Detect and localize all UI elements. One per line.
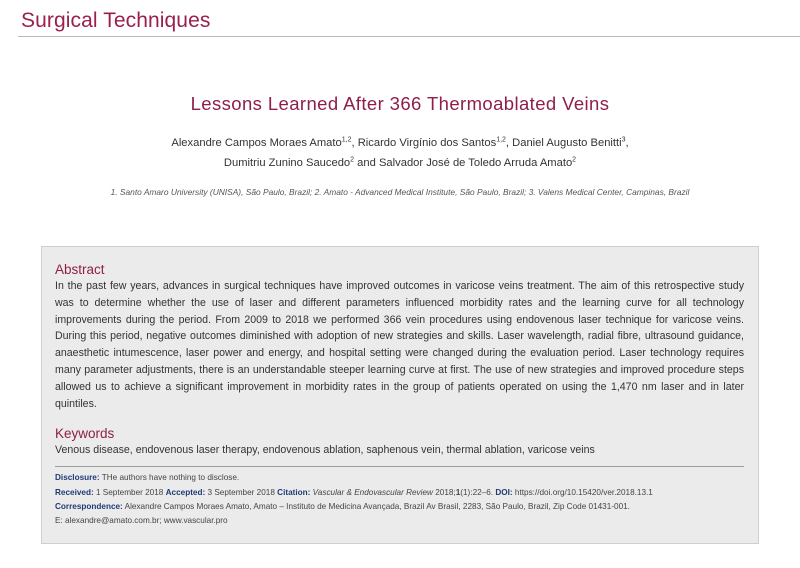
correspondence-line	[55, 500, 744, 514]
authors-line-1	[0, 133, 800, 153]
correspondence-text: Alexandre Campos Moraes Amato, Amato – Instituto de Medicina Avançada, Brazil Av Brasil, 2283, São Paulo, Brazil, Zip Code 01431-001.	[124, 501, 630, 511]
author-name: Alexandre Campos Moraes Amato	[171, 137, 342, 149]
author-sep: ,	[351, 137, 358, 149]
article-metadata	[55, 471, 744, 528]
author-name: Salvador José de Toledo Arruda Amato	[378, 157, 573, 169]
email-line[interactable]: E: alexandre@amato.com.br; www.vascular.pro	[55, 516, 228, 526]
author-sep: ,	[625, 137, 629, 149]
citation-year: 2018;	[435, 487, 456, 497]
received-label: Received:	[55, 487, 94, 497]
section-divider	[18, 36, 800, 37]
author-name: Dumitriu Zunino Saucedo	[223, 157, 351, 169]
box-divider	[55, 466, 744, 467]
doi-link[interactable]: https://doi.org/10.15420/ver.2018.13.1	[514, 487, 653, 497]
authors-line-2	[0, 153, 800, 173]
accepted-date: 3 September 2018	[207, 487, 275, 497]
citation-issue-pages: (1):22–6.	[460, 487, 494, 497]
section-title: Surgical Techniques	[21, 9, 211, 32]
citation-journal: Vascular & Endovascular Review	[312, 487, 433, 497]
author-affil-sup: 1,2	[496, 136, 506, 144]
author-sep: and	[354, 157, 379, 169]
article-title: Lessons Learned After 366 Thermoablated Veins	[190, 93, 610, 114]
author-affil-sup: 3	[621, 136, 626, 144]
doi-label: DOI:	[495, 487, 513, 497]
author-name: Daniel Augusto Benitti	[512, 137, 622, 149]
keywords-text: Venous disease, endovenous laser therapy, endovenous ablation, saphenous vein, thermal ablation, varicose veins	[55, 444, 595, 457]
correspondence-label: Correspondence:	[55, 501, 123, 511]
author-list	[0, 133, 800, 173]
disclosure-text: THe authors have nothing to disclose.	[101, 473, 240, 483]
keywords-heading: Keywords	[55, 426, 115, 442]
dates-citation-line	[55, 486, 744, 500]
received-date: 1 September 2018	[95, 487, 164, 497]
abstract-heading: Abstract	[55, 262, 105, 277]
disclosure-label: Disclosure:	[55, 473, 100, 483]
affiliations: 1. Santo Amaro University (UNISA), São Paulo, Brazil; 2. Amato - Advanced Medical Institute, São Paulo, Brazil; 3. Valens Medical Center, Campinas, Brazil	[110, 187, 690, 197]
author-affil-sup: 2	[572, 156, 577, 164]
disclosure-line	[55, 471, 744, 485]
author-sep: ,	[505, 137, 513, 149]
accepted-label: Accepted:	[165, 487, 206, 497]
citation-volume: 1	[455, 487, 461, 497]
author-name: Ricardo Virgínio dos Santos	[357, 137, 497, 149]
abstract-box	[41, 246, 759, 544]
abstract-text: In the past few years, advances in surgical techniques have improved outcomes in varicose veins treatment. The aim of this retrospective study was to determine whether the use of laser and different parameters influenced morbidity rates and the learning curve for all technology improvements during the period. From 2009 to 2018 we performed 366 vein procedures using endovenous laser technique for varicose veins. During this period, negative outcomes diminished with adoption of new strategies and skills. Laser wavelength, radial fibre, ultrasound guidance, anaesthetic intumescence, laser power and energy, and hospital setting were changed during the evaluation period. Laser technology requires many parameter adjustments, there is an understandable steeper learning curve at first. The use of new strategies and improved procedure steps allowed us to achieve a significant improvement in morbidity rates in the group of patients operated on using the 1,470 nm laser and in later quintiles.	[55, 280, 744, 410]
author-affil-sup: 1,2	[341, 136, 352, 144]
author-affil-sup: 2	[350, 156, 355, 164]
citation-label: Citation:	[277, 487, 311, 497]
